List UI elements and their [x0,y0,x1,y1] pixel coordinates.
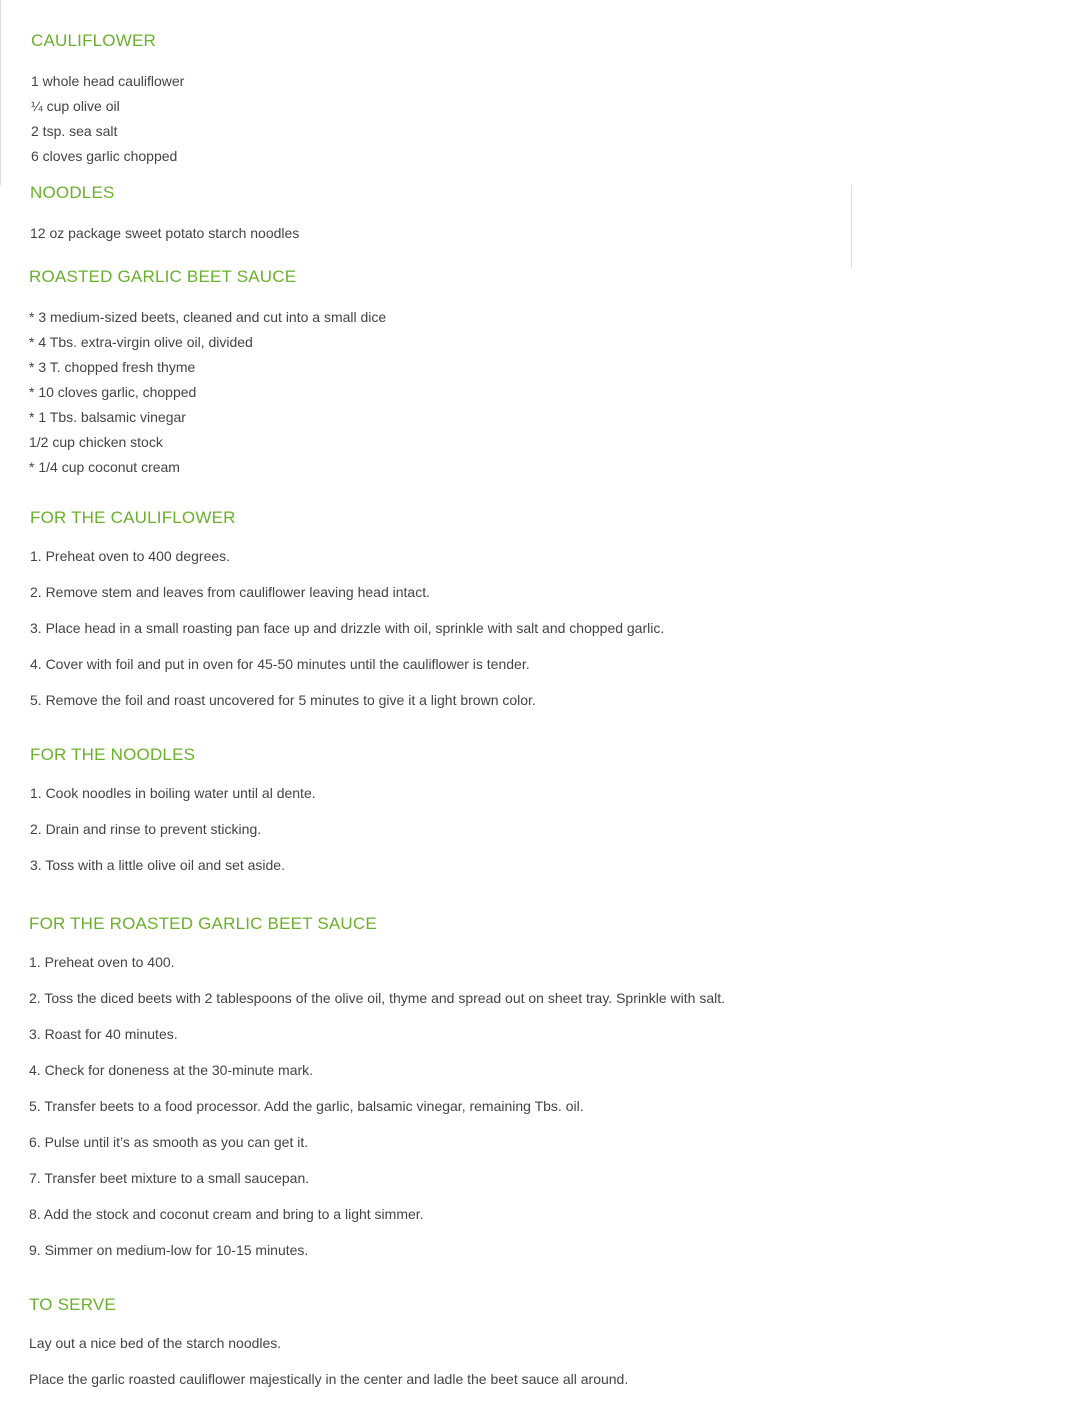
list-item: 6 cloves garlic chopped [31,148,178,164]
noodles-steps-heading: FOR THE NOODLES [30,745,196,764]
step-item: Lay out a nice bed of the starch noodles. [29,1335,282,1351]
cauliflower-steps [30,546,664,710]
divider-right [851,185,852,268]
sauce-heading: ROASTED GARLIC BEET SAUCE [29,267,297,286]
step-item: 6. Pulse until it’s as smooth as you can get it. [29,1134,309,1150]
noodles-steps-section [30,744,316,891]
step-item: 2. Toss the diced beets with 2 tablespoons of the olive oil, thyme and spread out on sheet tray. Sprinkle with salt. [29,990,725,1006]
cauliflower-ingredients [31,30,184,169]
cauliflower-steps-section [30,507,664,726]
step-item: Place the garlic roasted cauliflower majestically in the center and ladle the beet sauce all around. [29,1371,629,1387]
step-item: 1. Cook noodles in boiling water until al dente. [30,785,316,801]
cauliflower-heading: CAULIFLOWER [31,31,156,50]
noodles-ingredients [30,182,299,246]
step-item: 1. Preheat oven to 400 degrees. [30,548,231,564]
step-item: 2. Drain and rinse to prevent sticking. [30,821,262,837]
list-item: 1 whole head cauliflower [31,73,185,89]
serve-steps [29,1333,628,1389]
step-item: 3. Roast for 40 minutes. [29,1026,178,1042]
step-item: 8. Add the stock and coconut cream and bring to a light simmer. [29,1206,424,1222]
sauce-steps [29,952,725,1260]
list-item: * 1/4 cup coconut cream [29,459,180,475]
step-item: 3. Place head in a small roasting pan face up and drizzle with oil, sprinkle with salt and chopped garlic. [30,620,665,636]
divider-left [0,0,1,185]
cauliflower-steps-heading: FOR THE CAULIFLOWER [30,508,236,527]
list-item: * 10 cloves garlic, chopped [29,384,197,400]
list-item: * 3 medium-sized beets, cleaned and cut into a small dice [29,309,387,325]
step-item: 5. Remove the foil and roast uncovered for 5 minutes to give it a light brown color. [30,692,536,708]
step-item: 9. Simmer on medium-low for 10-15 minutes. [29,1242,309,1258]
step-item: 4. Cover with foil and put in oven for 45-50 minutes until the cauliflower is tender. [30,656,530,672]
step-item: 7. Transfer beet mixture to a small saucepan. [29,1170,310,1186]
step-item: 4. Check for doneness at the 30-minute mark. [29,1062,314,1078]
noodles-heading: NOODLES [30,183,115,202]
step-item: 2. Remove stem and leaves from cauliflower leaving head intact. [30,584,430,600]
noodles-steps [30,783,316,875]
step-item: 3. Toss with a little olive oil and set aside. [30,857,285,873]
list-item: 1/2 cup chicken stock [29,434,163,450]
sauce-list [29,305,386,480]
noodles-list [30,221,299,246]
serve-heading: TO SERVE [29,1295,116,1314]
serve-section [29,1294,628,1405]
list-item: * 4 Tbs. extra-virgin olive oil, divided [29,334,253,350]
sauce-ingredients [29,266,386,480]
list-item: * 3 T. chopped fresh thyme [29,359,196,375]
sauce-steps-heading: FOR THE ROASTED GARLIC BEET SAUCE [29,914,377,933]
step-item: 1. Preheat oven to 400. [29,954,175,970]
step-item: 5. Transfer beets to a food processor. Add the garlic, balsamic vinegar, remaining Tbs. oil. [29,1098,584,1114]
sauce-steps-section [29,913,725,1276]
cauliflower-list [31,69,184,169]
list-item: 2 tsp. sea salt [31,123,118,139]
list-item: 12 oz package sweet potato starch noodles [30,225,300,241]
list-item: ¼ cup olive oil [31,98,120,114]
list-item: * 1 Tbs. balsamic vinegar [29,409,186,425]
